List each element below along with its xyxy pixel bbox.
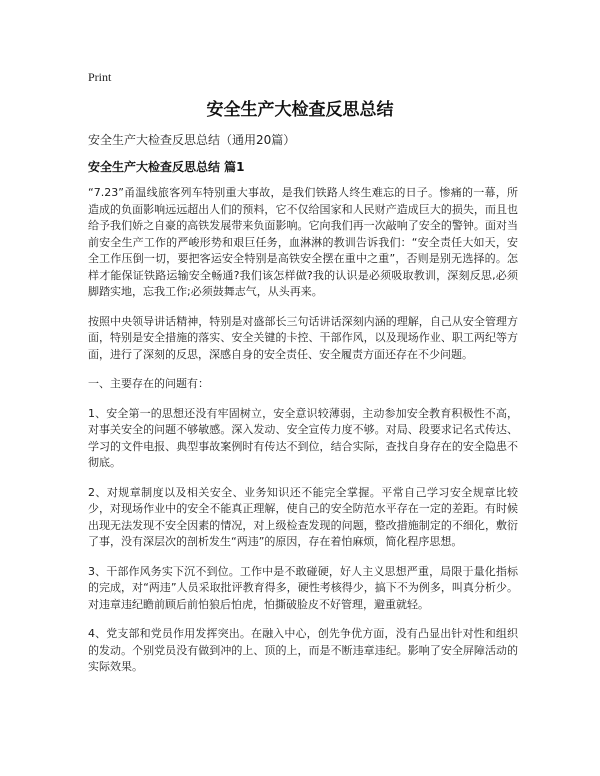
paragraph-problem-1: 1、安全第一的思想还没有牢固树立，安全意识较薄弱，主动参加安全教育积极性不高，对事关安全的问题不够敏感。深入发动、安全宣传力度不够。对局、段要求记名式传达、学习的文件电报、典型事故案例时有传达不到位，结合实际，查找自身存在的安全隐患不彻底。: [88, 406, 518, 469]
article-body: [88, 185, 518, 689]
paragraph-problem-3: 3、干部作风务实下沉不到位。工作中是不敢碰硬，好人主义思想严重，局限于量化指标的完成，对“两违”人员采取批评教育得多，硬性考核得少，搞下不为例多，叫真分析少。对违章违纪瞻前顾后前怕狼后怕虎，怕撕破脸皮不好管理，避重就轻。: [88, 564, 518, 611]
page-title: 安全生产大检查反思总结: [206, 100, 394, 120]
paragraph-problems-heading: 一、主要存在的问题有：: [88, 377, 209, 390]
paragraph-problem-4: 4、党支部和党员作用发挥突出。在融入中心，创先争优方面，没有凸显出针对性和组织的发动。个别党员没有做到冲的上、顶的上，而是不断违章违纪。影响了安全屏障活动的实际效果。: [88, 627, 518, 673]
section-heading: 安全生产大检查反思总结 篇1: [88, 160, 245, 174]
print-link[interactable]: Print: [88, 70, 112, 84]
document-subtitle: 安全生产大检查反思总结（通用20篇）: [88, 133, 296, 147]
paragraph-reflection: 按照中央领导讲话精神，特别是对盛部长三句话讲话深刻内涵的理解，自己从安全管理方面，特别是安全措施的落实、安全关键的卡控、干部作风，以及现场作业、职工两纪等方面，进行了深刻的反思，深感自身的安全责任、安全履责方面还存在不少问题。: [88, 314, 518, 361]
paragraph-problem-2: 2、对规章制度以及相关安全、业务知识还不能完全掌握。平常自己学习安全规章比较少，对现场作业中的安全不能真正理解，使自己的安全防范水平存在一定的差距。有时候出现无法发现不安全因素的情况，对上级检查发现的问题，整改措施制定的不细化，敷衍了事，没有深层次的剖析发生“两违”的原因，存在着怕麻烦，简化程序思想。: [88, 485, 518, 548]
paragraph-intro: “7.23”甬温线旅客列车特别重大事故，是我们铁路人终生难忘的日子。惨痛的一幕，所造成的负面影响远远超出人们的预料，它不仅给国家和人民财产造成巨大的损失，而且也给予我们娇之自豪的高铁发展带来负面影响。它向我们再一次敲响了安全的警钟。面对当前安全生产工作的严峻形势和艰巨任务，血淋淋的教训告诉我们：“安全责任大如天，安全工作压倒一切，要把客运安全特别是高铁安全摆在重中之重”，否则是别无选择的。怎样才能保证铁路运输安全畅通?我们该怎样做?我的认识是必须吸取教训，深刻反思,必须脚踏实地，忘我工作;必须鼓舞志气，从头再来。: [88, 186, 518, 298]
